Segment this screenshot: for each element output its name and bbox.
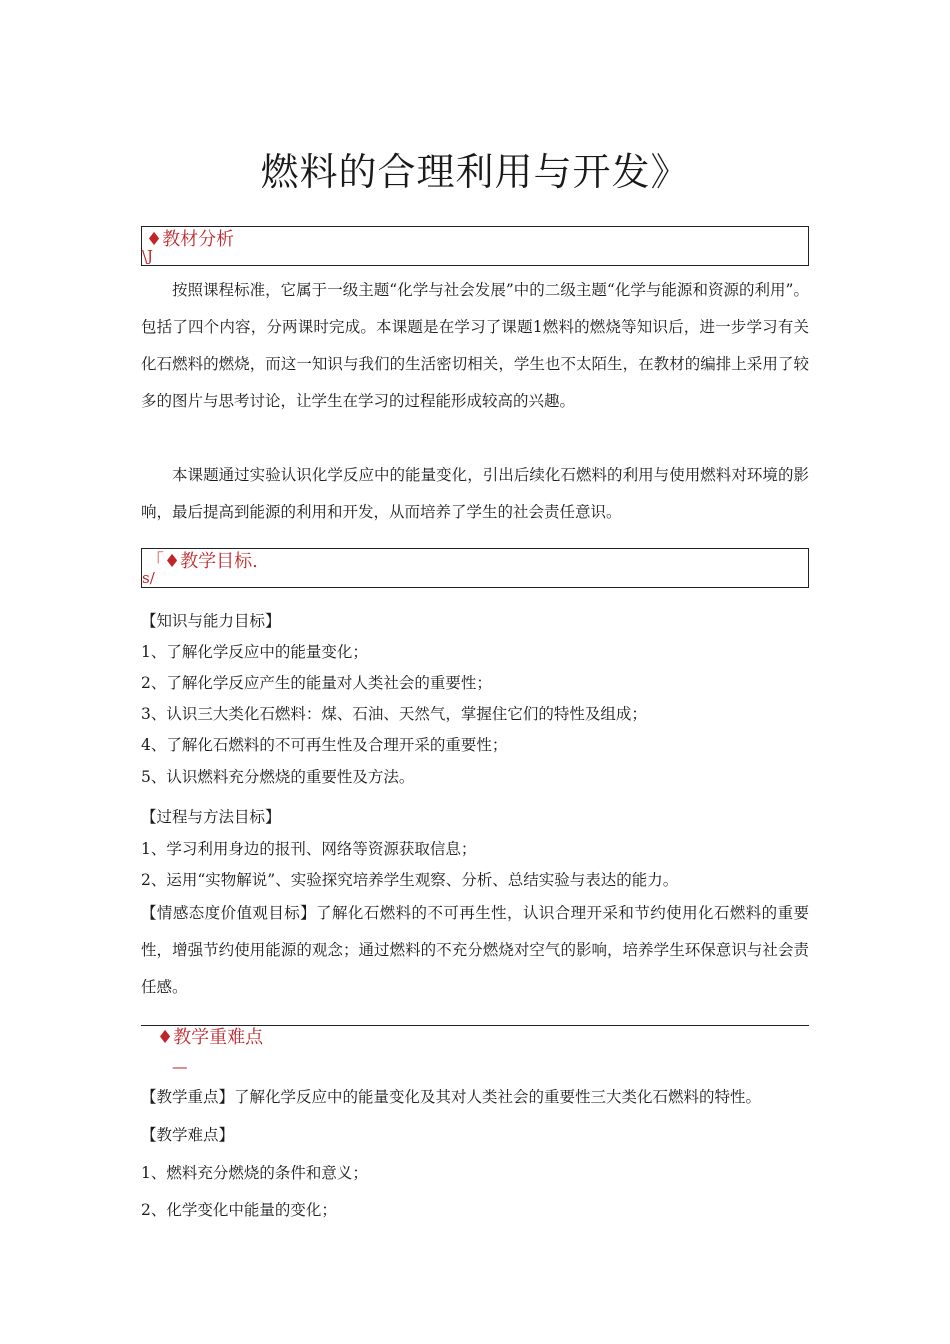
difficult-title: 【教学难点】 xyxy=(141,1126,235,1144)
knowledge-title: 【知识与能力目标】 xyxy=(141,612,281,630)
process-item: 1、学习利用身边的报刊、网络等资源获取信息； xyxy=(141,840,477,858)
section-heading: ♦教材分析 xyxy=(146,229,235,250)
section-mark: — xyxy=(172,1058,188,1076)
page-title: 燃料的合理利用与开发》 xyxy=(260,150,690,194)
section-mark: \J xyxy=(142,247,154,265)
difficult-item: 1、燃料充分燃烧的条件和意义； xyxy=(141,1164,368,1182)
knowledge-item: 5、认识燃料充分燃烧的重要性及方法。 xyxy=(141,768,415,786)
analysis-paragraph-1: 按照课程标准，它属于一级主题“化学与社会发展”中的二级主题“化学与能源和资源的利用”。包括了四个内容，分两课时完成。本课题是在学习了课题1燃料的燃烧等知识后，进一步学习有关化石燃料的燃烧，而这一知识与我们的生活密切相关，学生也不太陌生，在教材的编排上采用了较多的图片与思考讨论，让学生在学习的过程能形成较高的兴趣。 xyxy=(141,281,809,410)
difficult-item: 2、化学变化中能量的变化； xyxy=(141,1201,337,1219)
key-point: 【教学重点】了解化学反应中的能量变化及其对人类社会的重要性三大类化石燃料的特性。 xyxy=(141,1088,762,1106)
knowledge-item: 1、了解化学反应中的能量变化； xyxy=(141,643,368,661)
section-heading-keypoints: ♦教学重难点 xyxy=(157,1027,264,1048)
emotion-objective: 【情感态度价值观目标】了解化石燃料的不可再生性，认识合理开采和节约使用化石燃料的重要性，增强节约使用能源的观念；通过燃料的不充分燃烧对空气的影响，培养学生环保意识与社会责任感。 xyxy=(141,904,809,996)
section-divider xyxy=(141,1025,809,1026)
process-item: 2、运用“实物解说”、实验探究培养学生观察、分析、总结实验与表达的能力。 xyxy=(141,871,679,889)
knowledge-item: 3、认识三大类化石燃料：煤、石油、天然气，掌握住它们的特性及组成； xyxy=(141,705,647,723)
knowledge-item: 2、了解化学反应产生的能量对人类社会的重要性； xyxy=(141,674,492,692)
section-heading: 「♦教学目标. xyxy=(146,551,258,572)
analysis-paragraph-2: 本课题通过实验认识化学反应中的能量变化，引出后续化石燃料的利用与使用燃料对环境的影响，最后提高到能源的利用和开发，从而培养了学生的社会责任意识。 xyxy=(141,466,809,521)
section-header-analysis xyxy=(141,226,809,266)
knowledge-item: 4、了解化石燃料的不可再生性及合理开采的重要性； xyxy=(141,736,508,754)
process-title: 【过程与方法目标】 xyxy=(141,808,281,826)
section-mark: s/ xyxy=(142,569,155,587)
section-header-objectives xyxy=(141,548,809,588)
